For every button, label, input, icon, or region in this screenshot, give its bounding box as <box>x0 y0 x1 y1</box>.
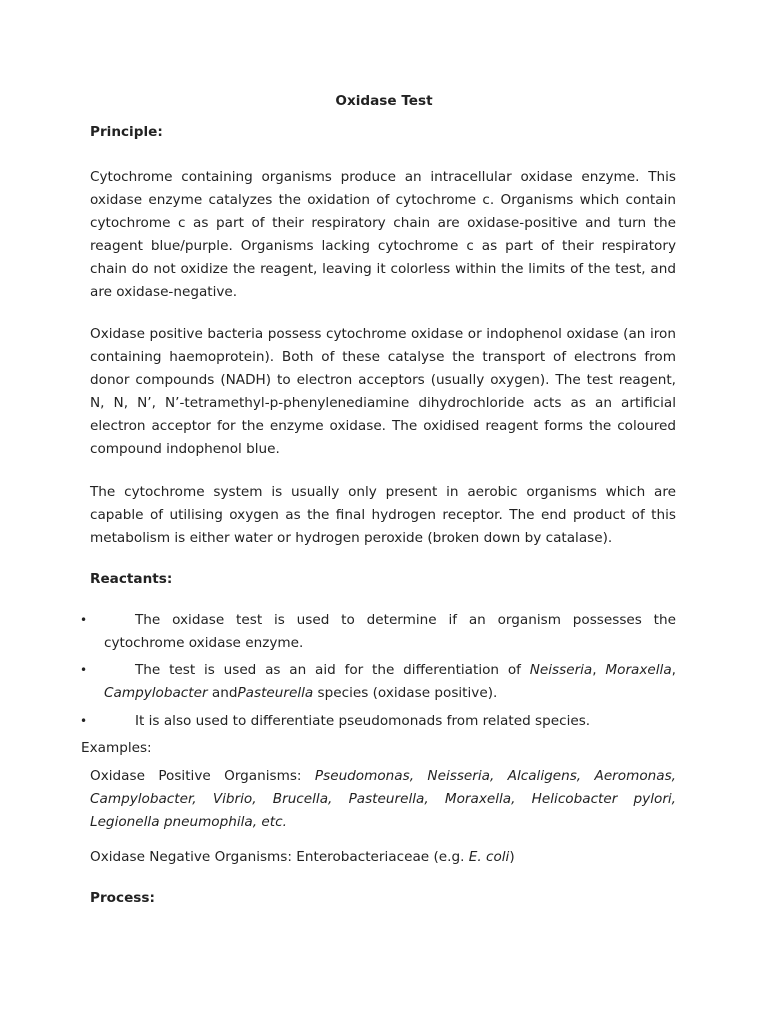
principle-paragraph-2: Oxidase positive bacteria possess cytochrome oxidase or indophenol oxidase (an iron containing haemoprotein). Both of these catalyse the transport of electrons from donor compounds (NADH) to electron acceptors (usually oxygen). The test reagent, N, N, N’, N’-tetramethyl-p-phenylenediamine dihydrochloride acts as an artificial electron acceptor for the enzyme oxidase. The oxidised reagent forms the coloured compound indophenol blue. <box>90 326 676 457</box>
reactant-bullet-3: It is also used to differentiate pseudomonads from related species. <box>135 713 591 729</box>
bullet-icon: • <box>80 663 88 677</box>
separator: , <box>592 662 606 678</box>
principle-paragraph-3: The cytochrome system is usually only present in aerobic organisms which are capable of utilising oxygen as the final hydrogen receptor. The end product of this metabolism is either water or hydrogen peroxide (broken down by catalase). <box>90 484 676 546</box>
separator: , <box>671 662 676 678</box>
negative-label: Oxidase Negative Organisms: Enterobacteriaceae (e.g. <box>90 849 469 865</box>
examples-label: Examples: <box>81 740 152 756</box>
reactants-heading: Reactants: <box>90 571 173 587</box>
genus-neisseria: Neisseria <box>529 662 593 678</box>
positive-organism-list: Pseudomonas, Neisseria, Alcaligens, Aeromonas, Campylobacter, Vibrio, Brucella, Pasteurella, Moraxella, Helicobacter pylori, Legionella pneumophila, etc. <box>90 768 676 830</box>
negative-close: ) <box>509 849 515 865</box>
genus-campylobacter: Campylobacter <box>104 685 208 701</box>
reactant-bullet-2 <box>104 659 676 705</box>
positive-label: Oxidase Positive Organisms: <box>90 768 315 784</box>
bullet-2-text-after: species (oxidase positive). <box>313 685 498 701</box>
principle-heading: Principle: <box>90 124 163 140</box>
negative-example: E. coli <box>468 849 510 865</box>
oxidase-positive-organisms <box>90 765 676 834</box>
bullet-icon: • <box>80 714 88 728</box>
reactant-bullet-1: The oxidase test is used to determine if an organism possesses the cytochrome oxidase enzyme. <box>104 612 676 651</box>
bullet-2-text-before: The test is used as an aid for the differentiation of <box>135 662 530 678</box>
genus-moraxella: Moraxella <box>605 662 672 678</box>
bullet-icon: • <box>80 613 88 627</box>
page-title: Oxidase Test <box>335 93 433 109</box>
and-word: and <box>207 685 238 701</box>
process-heading: Process: <box>90 890 155 906</box>
principle-paragraph-1: Cytochrome containing organisms produce an intracellular oxidase enzyme. This oxidase enzyme catalyzes the oxidation of cytochrome c. Organisms which contain cytochrome c as part of their respiratory chain are oxidase-positive and turn the reagent blue/purple. Organisms lacking cytochrome c as part of their respiratory chain do not oxidize the reagent, leaving it colorless within the limits of the test, and are oxidase-negative. <box>90 169 676 300</box>
genus-pasteurella: Pasteurella <box>237 685 314 701</box>
oxidase-negative-organisms <box>90 846 676 869</box>
